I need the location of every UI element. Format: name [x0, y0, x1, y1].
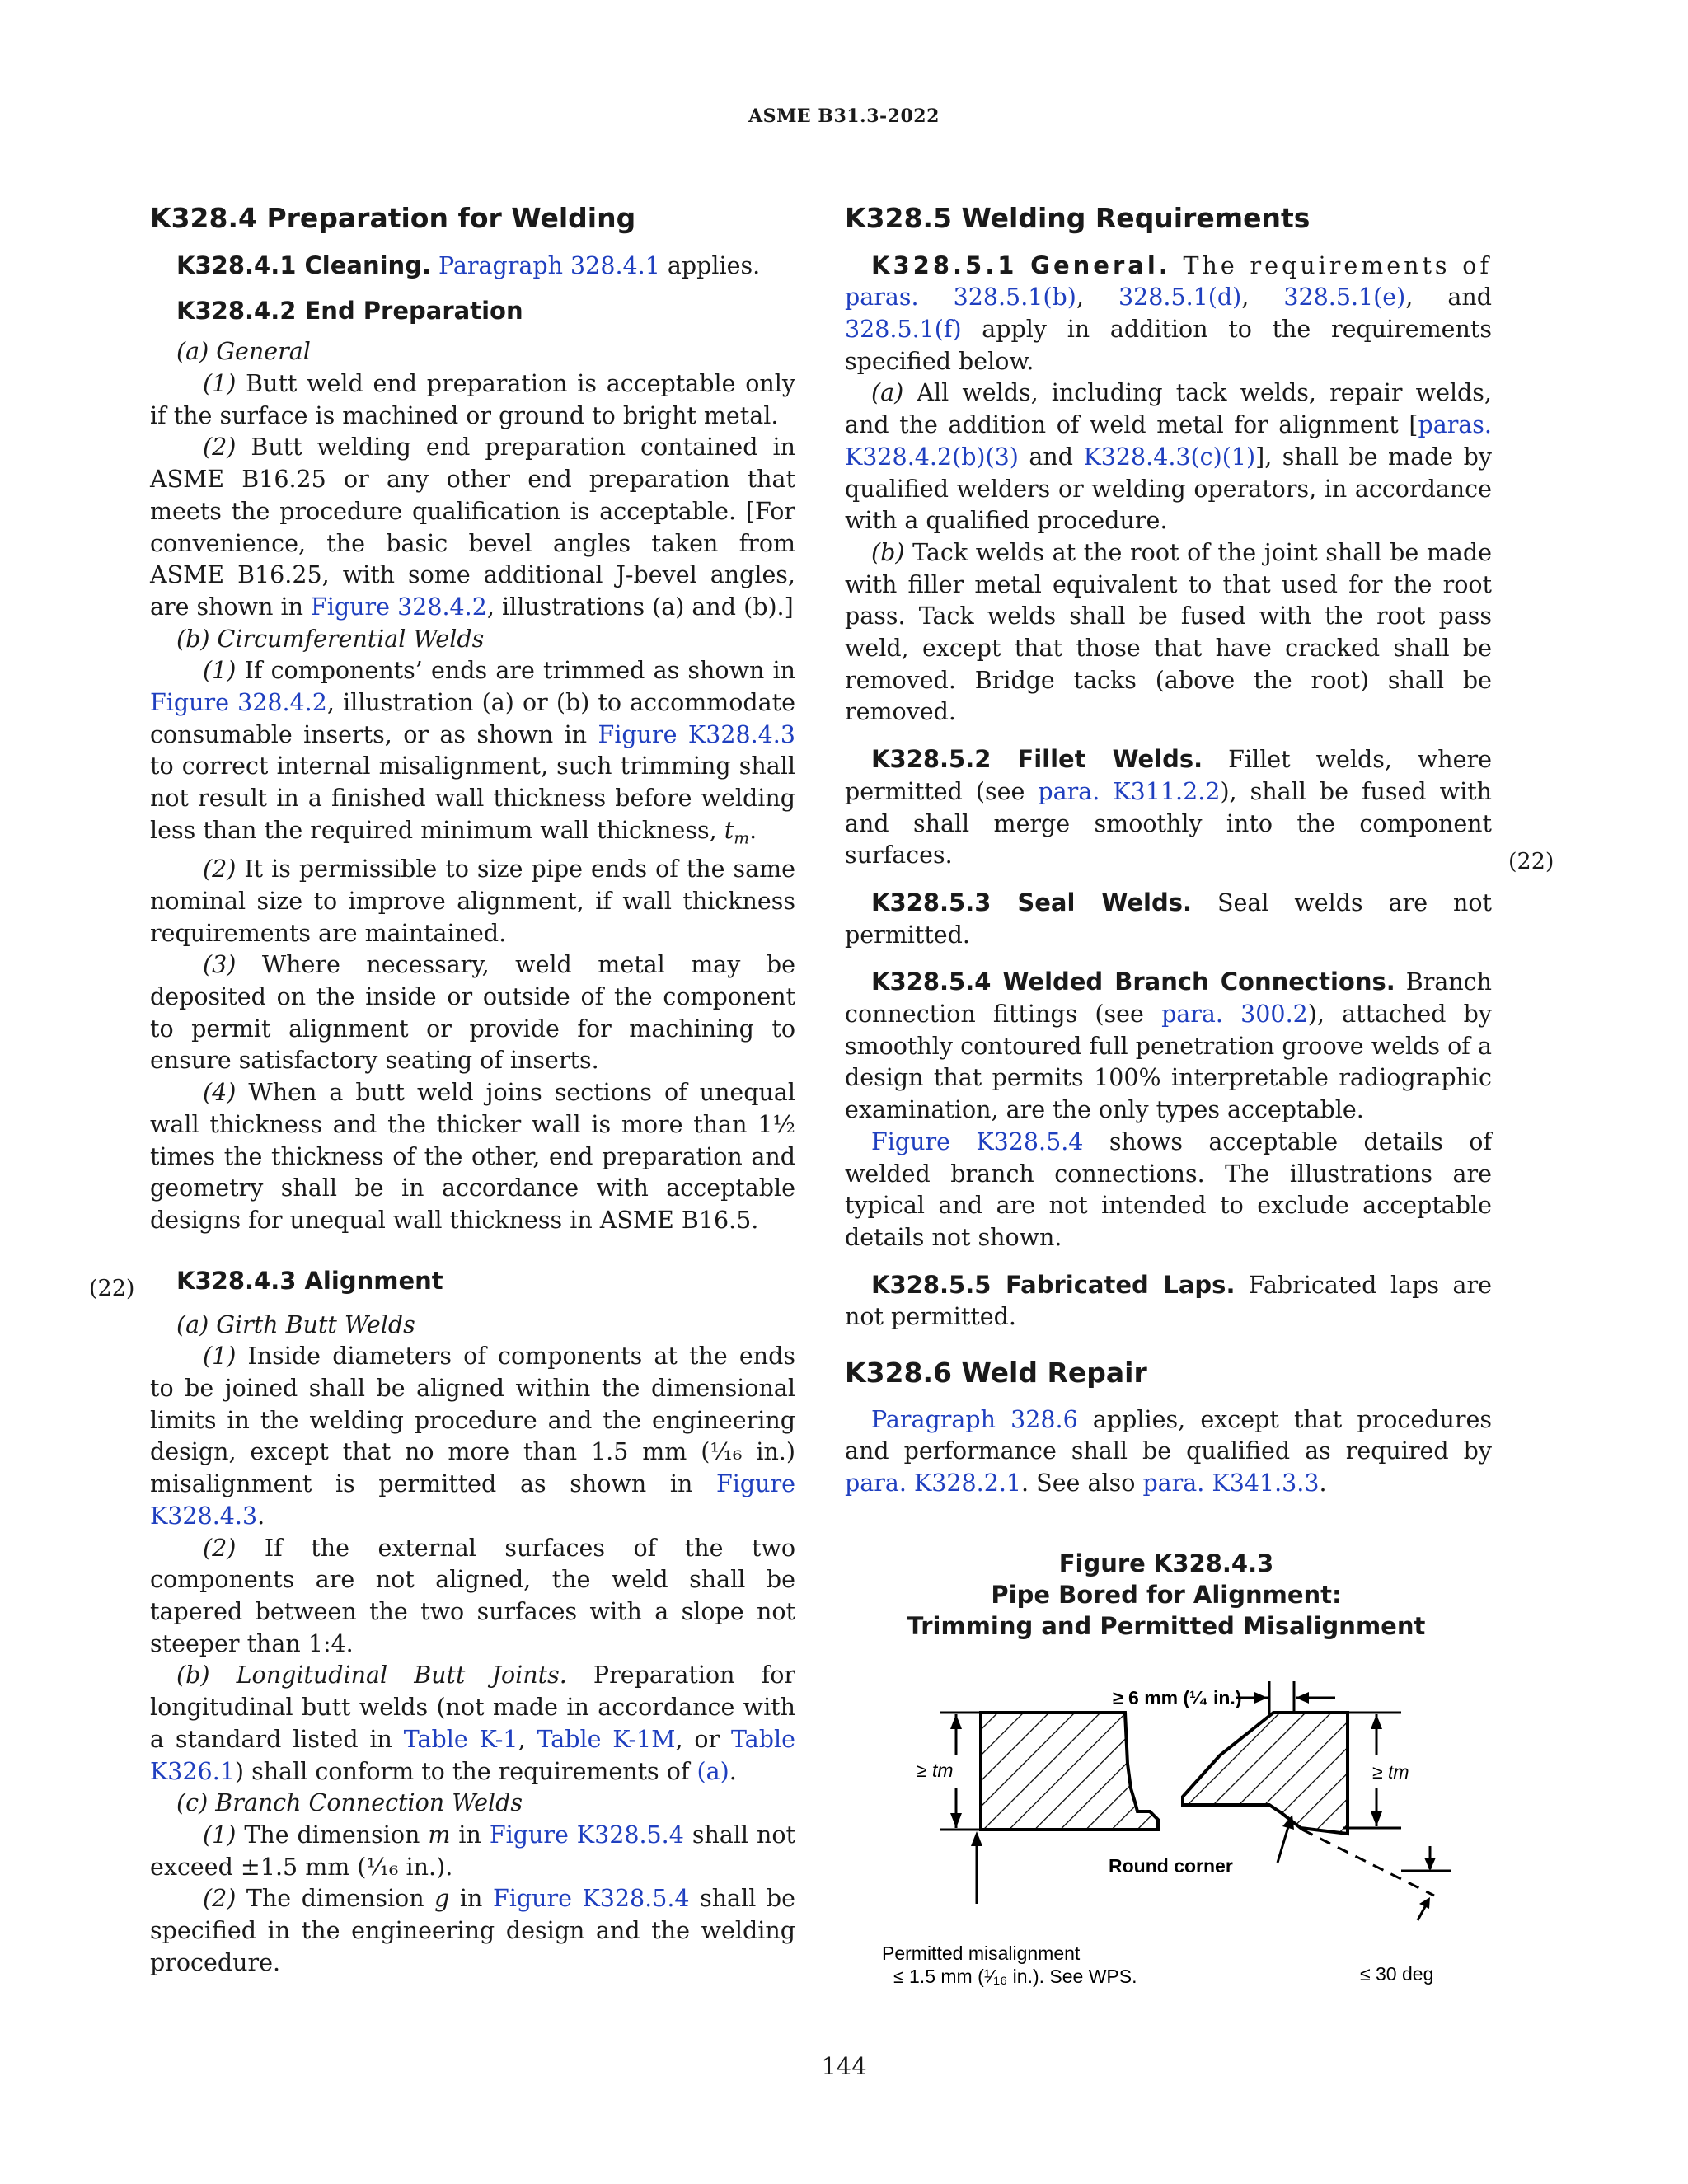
text-a2: Butt welding end preparation contained in ASME B16.25 or any other end preparation that meets the procedure qualification is acceptable. [For convenience, the basic bevel angles taken from ASME B16.25, with some additional J-bevel angles, are shown in [150, 434, 795, 621]
running-header: ASME B31.3-2022 [748, 105, 940, 127]
text-k32852: Fillet welds, where permitted (see [845, 746, 1492, 805]
para-b1 [150, 655, 795, 854]
text-b2: It is permissible to size pipe ends of the same nominal size to improve alignment, if wall thickness requirements are maintained. [150, 855, 795, 947]
para-k32851 [845, 250, 1492, 378]
link-figure-k328-5-4-b[interactable]: Figure K328.5.4 [492, 1885, 690, 1913]
label-branch-connection-welds: (c) Branch Connection Welds [176, 1789, 523, 1817]
symbol-m: m [428, 1821, 451, 1849]
label-left-tm: ≥ tm [917, 1760, 954, 1781]
link-paragraph-328-6[interactable]: Paragraph 328.6 [871, 1405, 1078, 1433]
text-b1-end: to correct internal misalignment, such trimming shall not result in a finished wall thickness before welding less than the required minimum wall thickness, [150, 752, 795, 844]
para-b4 [150, 1077, 795, 1237]
para-k32841 [150, 250, 795, 283]
text-al-c2: The dimension [236, 1885, 435, 1913]
link-figure-328-4-2-b[interactable]: Figure 328.4.2 [150, 689, 327, 717]
figure-title-line-2: Pipe Bored for Alignment: [991, 1581, 1342, 1609]
text-k32851: The requirements of [1170, 251, 1492, 279]
para-k32853 [845, 887, 1492, 951]
num-g-b: (b) [871, 538, 905, 566]
period: . [257, 1502, 265, 1530]
num-al-a2: (2) [203, 1534, 237, 1562]
para-general-a [845, 377, 1492, 537]
k32841-title: K328.4.1 Cleaning. [176, 251, 431, 279]
para-al-a2 [150, 1533, 795, 1661]
link-a[interactable]: (a) [696, 1757, 729, 1785]
symbol-t: t [724, 816, 734, 844]
link-table-k-1[interactable]: Table K-1 [403, 1725, 518, 1753]
link-328-5-1-e[interactable]: 328.5.1(e) [1283, 284, 1406, 312]
num-a2: (2) [203, 434, 237, 462]
label-b-circumferential: (b) Circumferential Welds [176, 625, 485, 653]
figure-drawing [874, 1657, 1467, 2003]
separator: and [1018, 443, 1084, 471]
text-al-b-mid: ) shall conform to the requirements of [234, 1757, 697, 1785]
label-girth-butt-welds: (a) Girth Butt Welds [176, 1310, 415, 1338]
label-top: ≥ 6 mm (¹⁄₄ in.) [1113, 1687, 1242, 1708]
fraction-1-16: ¹⁄₁₆ [366, 1853, 399, 1881]
num-a1: (1) [203, 370, 237, 397]
figure-title-line-1: Figure K328.4.3 [1058, 1549, 1274, 1577]
period: . [729, 1757, 737, 1785]
para-k32854-2 [845, 1127, 1492, 1254]
link-figure-k328-4-3-b[interactable]: Figure K328.4.3 [150, 1470, 795, 1530]
link-table-k-1m[interactable]: Table K-1M [537, 1725, 676, 1753]
link-figure-k328-5-4-c[interactable]: Figure K328.5.4 [871, 1127, 1084, 1155]
num-g-a: (a) [871, 379, 904, 407]
num-al-c2: (2) [203, 1885, 237, 1913]
para-k3286 [845, 1404, 1492, 1500]
text-al-c1-in: in [450, 1821, 490, 1849]
link-k341-3-3[interactable]: para. K341.3.3 [1142, 1469, 1320, 1497]
section-heading-k3284: K328.4 Preparation for Welding [150, 202, 636, 234]
text-b1: If components’ ends are trimmed as shown in [236, 657, 795, 685]
para-k32854 [845, 966, 1492, 1127]
num-al-a1: (1) [203, 1343, 237, 1371]
symbol-g: g [434, 1885, 450, 1913]
separator: , or [675, 1725, 731, 1753]
label-right-tm: ≥ tm [1372, 1761, 1409, 1783]
label-angle: ≤ 30 deg [1360, 1963, 1434, 1985]
separator: , and [1405, 284, 1492, 312]
figure-title [907, 1548, 1426, 1642]
figure-title-line-3: Trimming and Permitted Misalignment [907, 1612, 1426, 1640]
link-table-k326-1[interactable]: Table K326.1 [150, 1725, 795, 1785]
link-k328-4-2-b-3[interactable]: paras. K328.4.2(b)(3) [845, 411, 1492, 471]
text-al-a1-mid: in.) misalignment is permitted as shown in [150, 1438, 795, 1498]
num-b2: (2) [203, 855, 237, 883]
k32854-title: K328.5.4 Welded Branch Connections. [871, 968, 1395, 996]
left-column [150, 202, 795, 1979]
separator: , [1076, 284, 1118, 312]
text-al-c1: The dimension [236, 1821, 429, 1849]
link-k328-2-1[interactable]: para. K328.2.1 [845, 1469, 1022, 1497]
text-k32851-end: apply in addition to the requirements specified below. [845, 316, 1492, 375]
text-k32854-end: ), attached by smoothly contoured full penetration groove welds of a design that permits 100% interpretable radiographic examination, are the only types acceptable. [845, 1001, 1492, 1124]
text-al-c1-mid: shall not exceed ±1.5 mm ( [150, 1821, 795, 1881]
para-b3 [150, 949, 795, 1077]
k32841-text: applies. [659, 251, 761, 279]
margin-note-22-left: (22) [89, 1276, 135, 1301]
period: . [1319, 1469, 1327, 1497]
text-b1-mid: , illustration (a) or (b) to accommodate consumable inserts, or as shown in [150, 689, 795, 748]
para-al-a1 [150, 1341, 795, 1532]
subsection-heading-k32843: K328.4.3 Alignment [176, 1266, 443, 1295]
link-figure-k328-5-4[interactable]: Figure K328.5.4 [489, 1821, 684, 1849]
page-number: 144 [821, 2052, 867, 2080]
text-k32855: Fabricated laps are not permitted. [845, 1271, 1493, 1331]
subsection-heading-k32842: K328.4.2 End Preparation [176, 297, 523, 326]
text-b4: When a butt weld joins sections of unequal wall thickness and the thicker wall is more than 1 [150, 1079, 795, 1138]
para-b2 [150, 854, 795, 949]
label-misalignment-1: Permitted misalignment [882, 1943, 1081, 1964]
label-a-general: (a) General [176, 338, 311, 366]
text-a2-end: , illustrations (a) and (b).] [486, 593, 794, 621]
text-k32854: Branch connection fittings (see [845, 968, 1492, 1029]
para-al-b [150, 1660, 795, 1788]
text-g-a: All welds, including tack welds, repair welds, and the addition of weld metal for alignment [ [845, 379, 1492, 439]
link-para-300-2[interactable]: para. 300.2 [1161, 1001, 1308, 1029]
k32852-title: K328.5.2 Fillet Welds. [871, 745, 1203, 774]
text-b3: Where necessary, weld metal may be deposited on the inside or outside of the component to permit alignment or provide for machining to ensure satisfactory seating of inserts. [150, 951, 795, 1075]
section-heading-k3286: K328.6 Weld Repair [845, 1357, 1147, 1390]
text-g-a-end: ], shall be made by qualified welders or welding operators, in accordance with a qualified procedure. [845, 443, 1492, 535]
figure-k328-4-3 [874, 1657, 1467, 2003]
num-b4: (4) [203, 1079, 237, 1107]
margin-note-22-right: (22) [1508, 849, 1554, 874]
text-k32854-p2: shows acceptable details of welded branch connections. The illustrations are typical and are not intended to exclude acceptable details not shown. [845, 1127, 1492, 1251]
text-b4-end: times the thickness of the other, end preparation and geometry shall be in accordance with acceptable designs for unequal wall thickness in ASME B16.5. [150, 1142, 795, 1234]
para-al-c2 [150, 1883, 795, 1979]
link-paragraph-328-4-1[interactable]: Paragraph 328.4.1 [438, 251, 660, 279]
separator: , [518, 1725, 537, 1753]
link-figure-k328-4-3[interactable]: Figure K328.4.3 [598, 720, 795, 748]
num-b3: (3) [203, 951, 237, 979]
para-a1 [150, 368, 795, 432]
text-k32852-end: ), shall be fused with and shall merge smoothly into the component surfaces. [845, 777, 1492, 869]
link-k311-2-2[interactable]: para. K311.2.2 [1038, 777, 1221, 805]
right-column [845, 202, 1492, 1500]
section-heading-k3285: K328.5 Welding Requirements [845, 202, 1311, 234]
text-k3286-mid: . See also [1021, 1469, 1143, 1497]
para-k32855 [845, 1269, 1492, 1333]
link-328-5-1-f[interactable]: 328.5.1(f) [845, 316, 962, 343]
text-al-a1: Inside diameters of components at the ends to be joined shall be aligned within the dimensional limits in the welding procedure and the engineering design, except that no more than 1.5 mm ( [150, 1343, 795, 1466]
text-al-b: Preparation for longitudinal butt welds (not made in accordance with a standard listed in [150, 1661, 795, 1753]
num-b1: (1) [203, 657, 237, 685]
num-al-c1: (1) [203, 1821, 237, 1849]
left-pipe-section [981, 1713, 1158, 1830]
fraction-1-16: ¹⁄₁₆ [710, 1438, 743, 1466]
para-a2 [150, 432, 795, 623]
text-al-c2-in: in [449, 1885, 493, 1913]
period: . [749, 816, 757, 844]
separator: , [1241, 284, 1284, 312]
fraction-half: ½ [772, 1110, 795, 1138]
para-k32852 [845, 743, 1492, 872]
text-k32853: Seal welds are not permitted. [845, 888, 1492, 949]
link-328-5-1-d[interactable]: 328.5.1(d) [1118, 284, 1242, 312]
k32855-title: K328.5.5 Fabricated Laps. [871, 1270, 1236, 1299]
para-general-b [845, 537, 1492, 729]
text-al-c1-end: in.). [398, 1853, 453, 1881]
link-figure-328-4-2[interactable]: Figure 328.4.2 [311, 593, 487, 621]
text-g-b: Tack welds at the root of the joint shall be made with filler metal equivalent to that used for the root pass. Tack welds shall be fused with the root pass weld, except that those that have cracked shall be removed. Bridge tacks (above the root) shall be removed. [845, 538, 1492, 726]
text-al-a2: If the external surfaces of the two components are not aligned, the weld shall be tapered between the two surfaces with a slope not steeper than 1:4. [150, 1534, 795, 1657]
text-k3286: applies, except that procedures and performance shall be qualified as required by [845, 1405, 1492, 1465]
symbol-m-sub: m [734, 827, 750, 848]
label-round-corner: Round corner [1109, 1855, 1233, 1877]
right-pipe-section [1183, 1713, 1348, 1834]
para-al-c1 [150, 1820, 795, 1883]
k32851-title: K328.5.1 General. [871, 251, 1171, 279]
text-a1: Butt weld end preparation is acceptable only if the surface is machined or ground to bright metal. [150, 370, 795, 429]
link-paras-328-5-1-b[interactable]: paras. 328.5.1(b) [845, 284, 1076, 312]
link-k328-4-3-c-1[interactable]: K328.4.3(c)(1) [1083, 443, 1256, 471]
label-longitudinal-butt-joints: (b) Longitudinal Butt Joints. [176, 1661, 567, 1690]
text-al-c2-end: shall be specified in the engineering design and the welding procedure. [150, 1885, 795, 1976]
k32853-title: K328.5.3 Seal Welds. [871, 888, 1193, 916]
label-misalignment-2: ≤ 1.5 mm (¹⁄₁₆ in.). See WPS. [893, 1966, 1137, 1987]
